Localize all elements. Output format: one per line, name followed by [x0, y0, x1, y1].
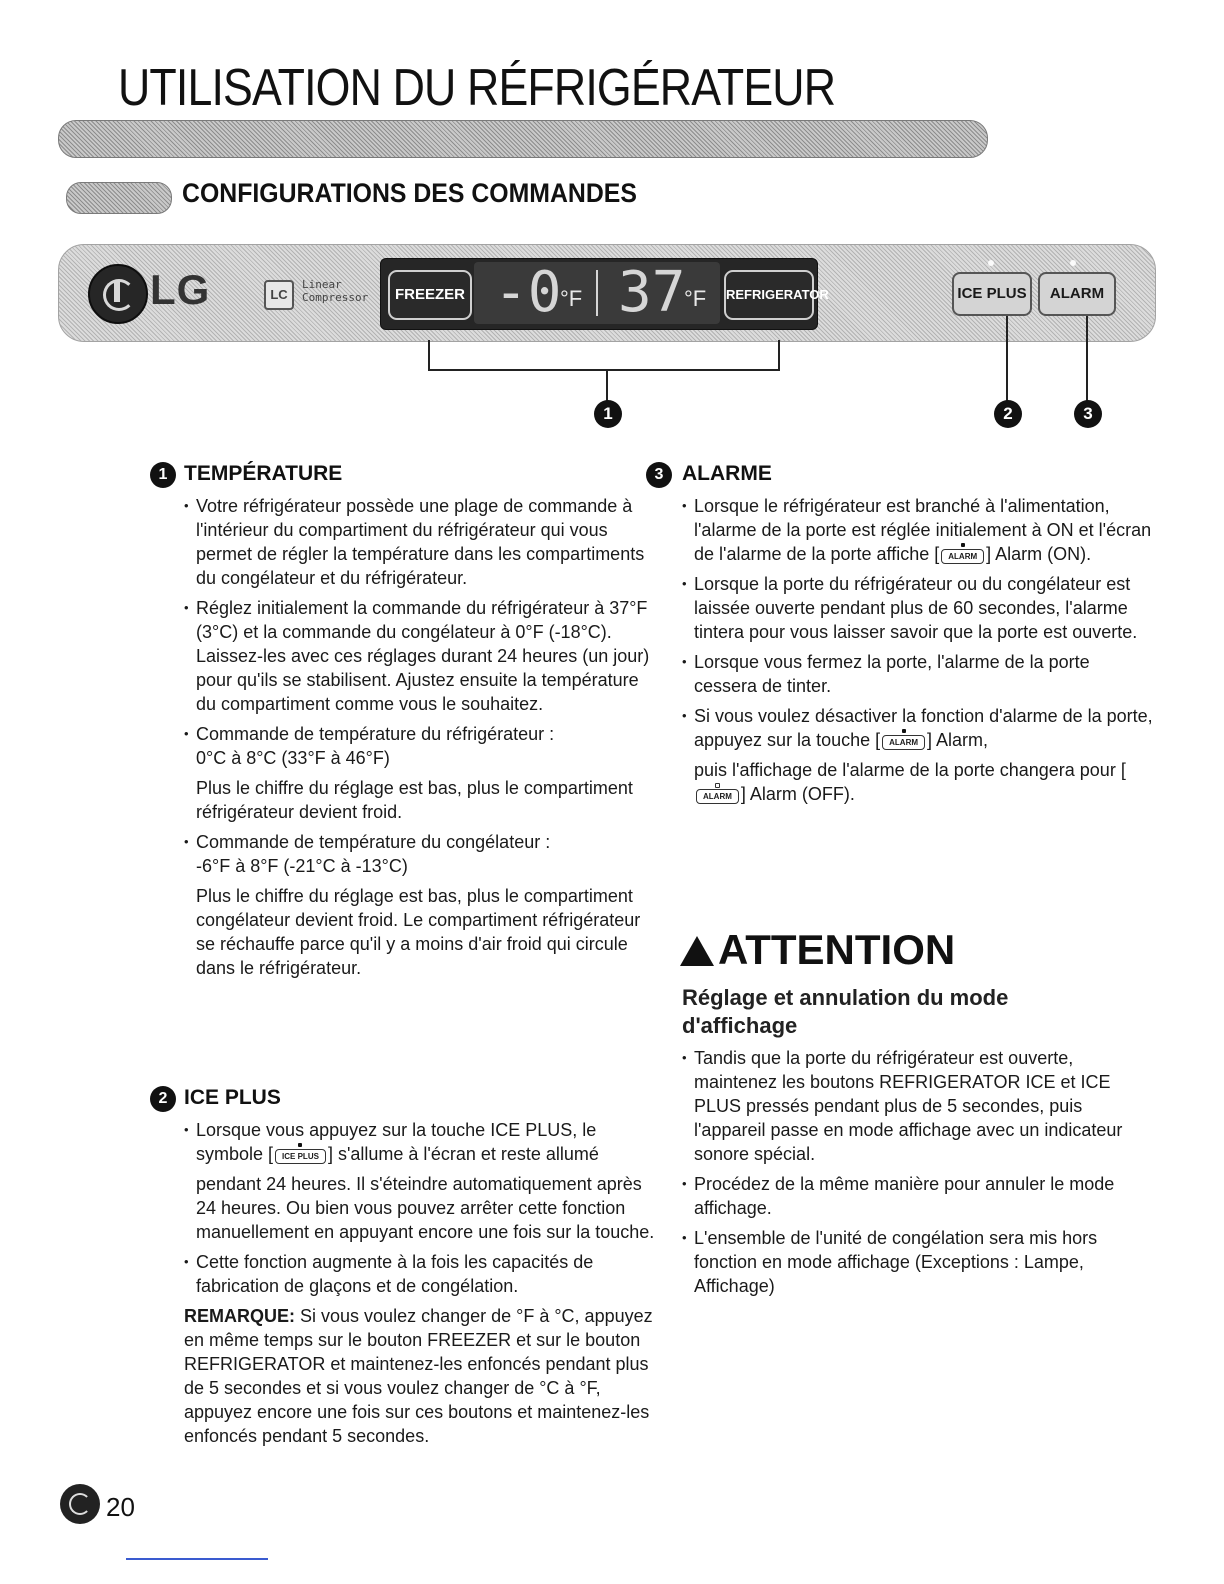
attention-body	[682, 1046, 1156, 1304]
temperature-bullet-3: • Commande de température du réfrigérateur :	[184, 722, 658, 746]
callout-line	[428, 340, 430, 370]
callout-line	[778, 340, 780, 370]
callout-line	[428, 369, 780, 371]
callout-1: 1	[594, 400, 622, 428]
alarm-bullet-2: • Lorsque la porte du réfrigérateur ou du congélateur est laissée ouverte pendant plus de 60 secondes, l'alarme tintera pour vous laisser savoir que la porte est ouverte.	[682, 572, 1156, 644]
linear-compressor-label	[302, 278, 382, 304]
brand-name: LG	[150, 266, 211, 313]
alarm-text-f: ] Alarm (OFF).	[740, 784, 855, 804]
callout-line	[1086, 316, 1088, 402]
section-title: CONFIGURATIONS DES COMMANDES	[182, 178, 637, 208]
lg-page-logo-icon	[60, 1484, 100, 1524]
linear-compressor-icon: LC	[264, 280, 294, 310]
temperature-bullet-1: • Votre réfrigérateur possède une plage de commande à l'intérieur du compartiment du réfrigérateur qui vous permet de régler la température dans les compartiments du congélateur et du réfrigérateur.	[184, 494, 658, 590]
ice-plus-heading: ICE PLUS	[184, 1086, 281, 1109]
footer-rule	[126, 1558, 268, 1560]
ice-plus-bullet-1	[184, 1118, 658, 1166]
ice-plus-button[interactable]: ICE PLUS	[952, 272, 1032, 316]
compressor-line1: Linear	[302, 278, 342, 291]
alarm-button[interactable]: ALARM	[1038, 272, 1116, 316]
alarm-bullet-1	[682, 494, 1156, 566]
ice-plus-continuation: pendant 24 heures. Il s'éteindre automatiquement après 24 heures. Ou bien vous pouvez arrêter cette fonction manuellement en appuyant encore une fois sur la touche.	[196, 1174, 655, 1242]
compressor-line2: Compressor	[302, 291, 369, 304]
alarm-text-a: Lorsque le réfrigérateur est branché à l'alimentation, l'alarme de la porte est réglée initialement à ON et l'écran de l'alarme de la porte affiche [	[694, 496, 1152, 564]
attention-bullet-3: • L'ensemble de l'unité de congélation sera mis hors fonction en mode affichage (Exceptions : Lampe, Affichage)	[682, 1226, 1156, 1298]
temperature-note-fridge: Plus le chiffre du réglage est bas, plus le compartiment réfrigérateur devient froid.	[196, 778, 633, 822]
callout-line	[1006, 316, 1008, 402]
warning-triangle-icon	[680, 936, 714, 966]
ice-plus-number-icon: 2	[150, 1086, 176, 1112]
alarm-continuation	[682, 758, 1156, 806]
freezer-button[interactable]: FREEZER	[388, 270, 472, 320]
ice-plus-chip-icon: ICE PLUS	[275, 1149, 326, 1164]
ice-plus-indicator	[988, 260, 994, 266]
alarm-off-chip-icon: ALARM	[696, 789, 739, 804]
alarm-chip-icon: ALARM	[882, 735, 925, 750]
remark-text: Si vous voulez changer de °F à °C, appuyez en même temps sur le bouton FREEZER et sur le bouton REFRIGERATOR et maintenez-les enfoncés pendant plus de 5 secondes et si vous voulez changer de °C à °F, appuyez encore une fois sur ces boutons et maintenez-les enfoncés pendant 5 secondes.	[184, 1306, 653, 1446]
temperature-heading: TEMPÉRATURE	[184, 462, 343, 485]
alarm-text-d: ] Alarm,	[927, 730, 989, 750]
alarm-text-b: ] Alarm (ON).	[986, 544, 1092, 564]
page-title: UTILISATION DU RÉFRIGÉRATEUR	[118, 59, 836, 117]
alarm-bullet-4	[682, 704, 1156, 752]
alarm-text-e: puis l'affichage de l'alarme de la porte changera pour [	[694, 760, 1126, 780]
section-pill	[66, 182, 172, 214]
alarm-on-chip-icon: ALARM	[941, 549, 984, 564]
alarm-text-c: Si vous voulez désactiver la fonction d'alarme de la porte, appuyez sur la touche [	[694, 706, 1153, 750]
remark	[184, 1304, 658, 1448]
display-separator	[596, 270, 598, 316]
attention-text: ATTENTION	[718, 926, 956, 973]
refrigerator-button[interactable]: REFRIGERATOR	[724, 270, 814, 320]
temperature-bullet-4: • Commande de température du congélateur :	[184, 830, 658, 854]
alarm-body	[682, 494, 1156, 812]
temperature-note-freezer: Plus le chiffre du réglage est bas, plus le compartiment congélateur devient froid. Le compartiment réfrigérateur se réchauffe parce qu'il y a moins d'air froid qui circule dans le réfrigérateur.	[196, 886, 641, 978]
ice-plus-text-a: Lorsque vous appuyez sur la touche ICE PLUS, le symbole [	[196, 1120, 597, 1164]
temperature-range-fridge: 0°C à 8°C (33°F à 46°F)	[196, 748, 390, 768]
attention-bullet-1: • Tandis que la porte du réfrigérateur est ouverte, maintenez les boutons REFRIGERATOR ICE et ICE PLUS pressés pendant plus de 5 secondes, puis l'appareil passe en mode affichage avec un indicateur sonore spécial.	[682, 1046, 1156, 1166]
alarm-indicator	[1070, 260, 1076, 266]
callout-3: 3	[1074, 400, 1102, 428]
freezer-temperature: -0	[494, 260, 562, 325]
callout-2: 2	[994, 400, 1022, 428]
page-number: 20	[106, 1492, 135, 1522]
refrigerator-unit: °F	[684, 286, 707, 311]
temperature-bullet-2: • Réglez initialement la commande du réfrigérateur à 37°F (3°C) et la commande du congélateur à 0°F (-18°C). Laissez-les avec ces réglages durant 24 heures (un jour) pour qu'ils se stabilisent. Ajustez ensuite la température du compartiment comme vous le souhaitez.	[184, 596, 658, 716]
alarm-number-icon: 3	[646, 462, 672, 488]
temperature-body	[184, 494, 658, 986]
alarm-bullet-3: • Lorsque vous fermez la porte, l'alarme de la porte cessera de tinter.	[682, 650, 1156, 698]
callout-line	[606, 370, 608, 402]
ice-plus-bullet-2: • Cette fonction augmente à la fois les capacités de fabrication de glaçons et de congélation.	[184, 1250, 658, 1298]
refrigerator-temperature: 37	[618, 260, 686, 325]
lg-logo-icon	[88, 264, 148, 324]
temperature-number-icon: 1	[150, 462, 176, 488]
temperature-range-freezer: -6°F à 8°F (-21°C à -13°C)	[196, 856, 408, 876]
title-bar	[58, 120, 988, 158]
remark-label: REMARQUE:	[184, 1306, 295, 1326]
alarm-heading: ALARME	[682, 462, 772, 485]
ice-plus-body	[184, 1118, 658, 1448]
attention-bullet-2: • Procédez de la même manière pour annuler le mode affichage.	[682, 1172, 1156, 1220]
ice-plus-text-b: ] s'allume à l'écran et reste allumé	[327, 1144, 599, 1164]
attention-title	[680, 926, 955, 974]
attention-subtitle: Réglage et annulation du mode d'affichage	[682, 985, 1009, 1038]
freezer-unit: °F	[560, 286, 583, 311]
